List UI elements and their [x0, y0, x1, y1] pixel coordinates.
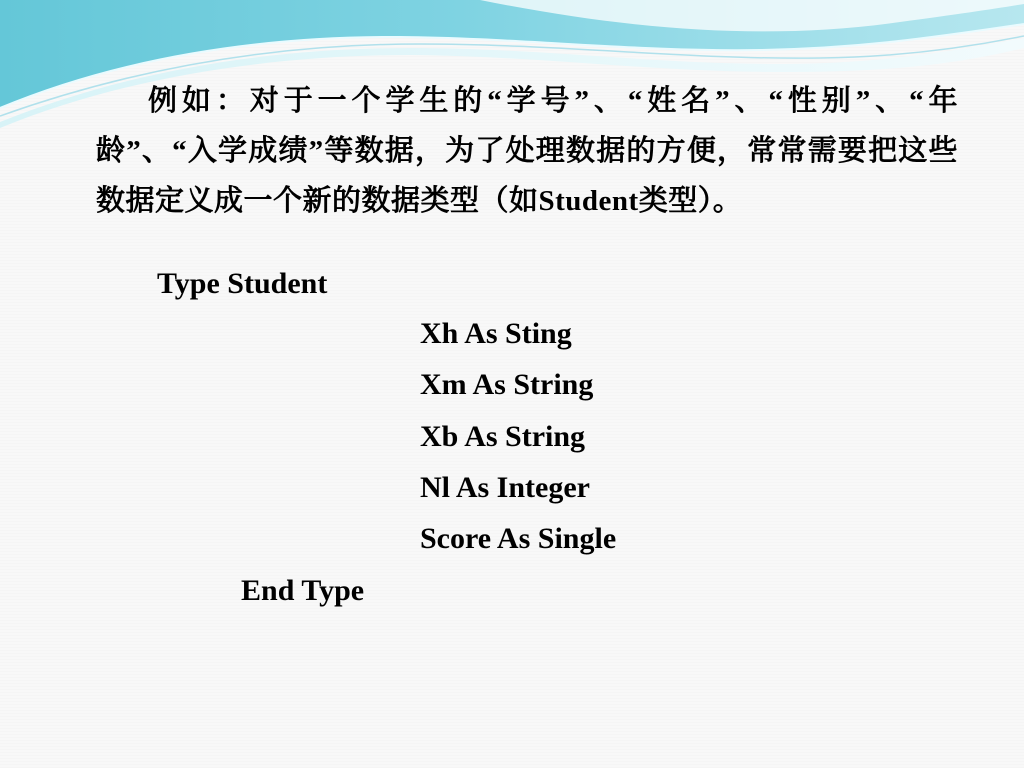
- type-declaration-start: Type Student: [157, 267, 328, 300]
- field-score: Score As Single: [420, 522, 617, 555]
- field-xh: Xh As Sting: [420, 317, 572, 350]
- field-nl: Nl As Integer: [420, 471, 590, 504]
- type-declaration-end: End Type: [241, 574, 365, 607]
- description-paragraph: 例如：对于一个学生的“学号”、“姓名”、“性别”、“年龄”、“入学成绩”等数据，为了处理数据的方便，常常需要把这些数据定义成一个新的数据类型（如Student类型）。: [96, 85, 958, 217]
- field-xb: Xb As String: [420, 420, 586, 453]
- field-xm: Xm As String: [420, 368, 594, 401]
